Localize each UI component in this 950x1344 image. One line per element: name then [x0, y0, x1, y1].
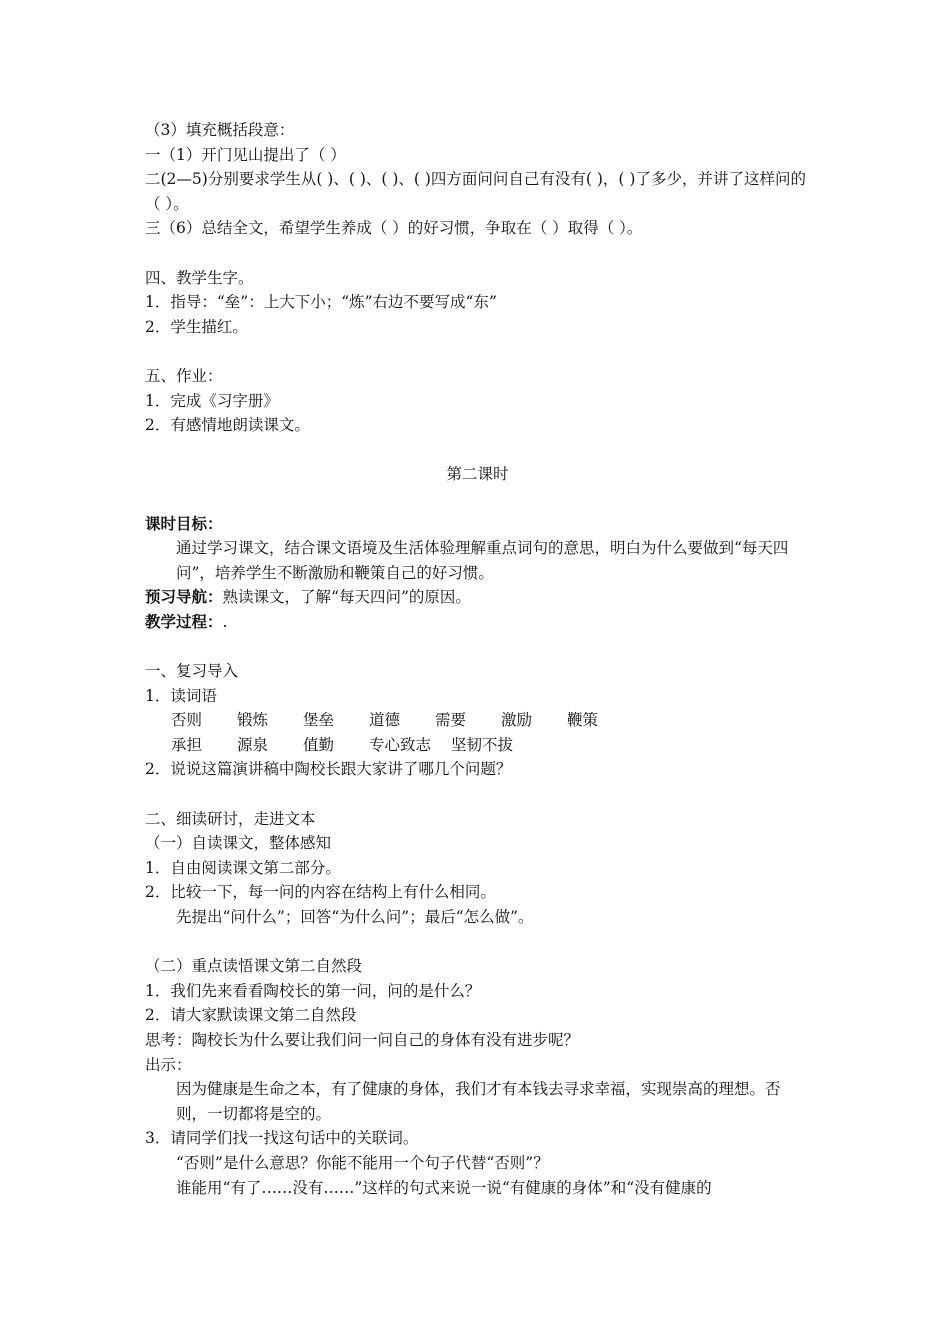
- subsection-heading: （一）自读课文，整体感知: [145, 834, 332, 853]
- paragraph: 出示：: [145, 1055, 192, 1074]
- lesson-title: 第二课时: [446, 465, 509, 484]
- process-line: [145, 610, 810, 635]
- spacer: [145, 782, 810, 807]
- paragraph: 1．完成《习字册》: [145, 391, 279, 410]
- paragraph: 谁能用“有了……没有……”这样的句式来说一说“有健康的身体”和“没有健康的: [176, 1178, 712, 1197]
- paragraph: 1．读词语: [145, 686, 217, 705]
- paragraph: 2．比较一下，每一问的内容在结构上有什么相同。: [145, 883, 496, 902]
- vocab-word: 需要: [435, 711, 467, 730]
- document-page: [145, 118, 810, 1200]
- paragraph: 2．有感情地朗读课文。: [145, 416, 310, 435]
- vocab-word: 锻炼: [237, 711, 269, 730]
- vocab-word: 承担: [171, 735, 203, 754]
- preview-text: 熟读课文，了解“每天四问”的原因。: [222, 588, 471, 607]
- vocab-word: 专心致志: [369, 735, 432, 754]
- paragraph: 通过学习课文，结合课文语境及生活体验理解重点词句的意思，明白为什么要做到“每天四问”，培养学生不断激励和鞭策自己的好习惯。: [176, 539, 789, 582]
- section-heading: 五、作业：: [145, 366, 223, 385]
- paragraph: 三（6）总结全文，希望学生养成（ ）的好习惯，争取在（ ）取得（ ）。: [145, 219, 643, 238]
- preview-line: [145, 585, 810, 610]
- subsection-heading: （二）重点读悟课文第二自然段: [145, 957, 363, 976]
- spacer: [145, 339, 810, 364]
- section-heading: 一、复习导入: [145, 662, 239, 681]
- paragraph: 3．请同学们找一找这句话中的关联词。: [145, 1129, 419, 1148]
- paragraph: 1．指导：“垒”：上大下小；“炼”右边不要写成“东”: [145, 293, 497, 312]
- objectives-heading: 课时目标：: [145, 513, 223, 533]
- paragraph: 1．自由阅读课文第二部分。: [145, 858, 341, 877]
- paragraph: 2．说说这篇演讲稿中陶校长跟大家讲了哪几个问题？: [145, 760, 512, 779]
- paragraph: 二(2—5)分别要求学生从( )、( )、( )、( )四方面问问自己有没有( )，( )了多少，并讲了这样问的（ ）。: [145, 170, 806, 213]
- process-label: 教学过程：: [145, 611, 223, 631]
- vocab-word: 鞭策: [567, 711, 599, 730]
- paragraph: 2．请大家默读课文第二自然段: [145, 1006, 357, 1025]
- spacer: [145, 930, 810, 955]
- vocab-word: 激励: [501, 711, 533, 730]
- paragraph: 1．我们先来看看陶校长的第一问，问的是什么？: [145, 981, 481, 1000]
- paragraph: 先提出“问什么”；回答“为什么问”；最后“怎么做”。: [176, 908, 534, 926]
- vocab-word: 否则: [171, 711, 203, 730]
- spacer: [145, 487, 810, 512]
- vocab-word: 道德: [369, 711, 401, 730]
- paragraph: 一（1）开门见山提出了（ ）: [145, 145, 346, 164]
- spacer: [145, 241, 810, 266]
- section-heading: 二、细读研讨，走进文本: [145, 809, 316, 828]
- paragraph: “否则”是什么意思？你能不能用一个句子代替“否则”？: [176, 1153, 549, 1172]
- word-list-row-1: [145, 708, 810, 733]
- quote-paragraph: 因为健康是生命之本，有了健康的身体，我们才有本钱去寻求幸福，实现崇高的理想。否则，一切都将是空的。: [176, 1080, 781, 1123]
- process-text: .: [222, 612, 228, 631]
- vocab-word: 坚韧不拔: [451, 735, 514, 754]
- paragraph: 思考：陶校长为什么要让我们问一问自己的身体有没有进步呢？: [145, 1030, 580, 1049]
- spacer: [145, 438, 810, 463]
- preview-label: 预习导航：: [145, 587, 223, 607]
- vocab-word: 值勤: [303, 735, 335, 754]
- paragraph: （3）填充概括段意：: [145, 121, 295, 139]
- vocab-word: 堡垒: [303, 711, 335, 730]
- spacer: [145, 634, 810, 659]
- section-heading: 四、教学生字。: [145, 268, 254, 287]
- word-list-row-2: [145, 733, 810, 758]
- vocab-word: 源泉: [237, 735, 269, 754]
- paragraph: 2．学生描红。: [145, 317, 248, 336]
